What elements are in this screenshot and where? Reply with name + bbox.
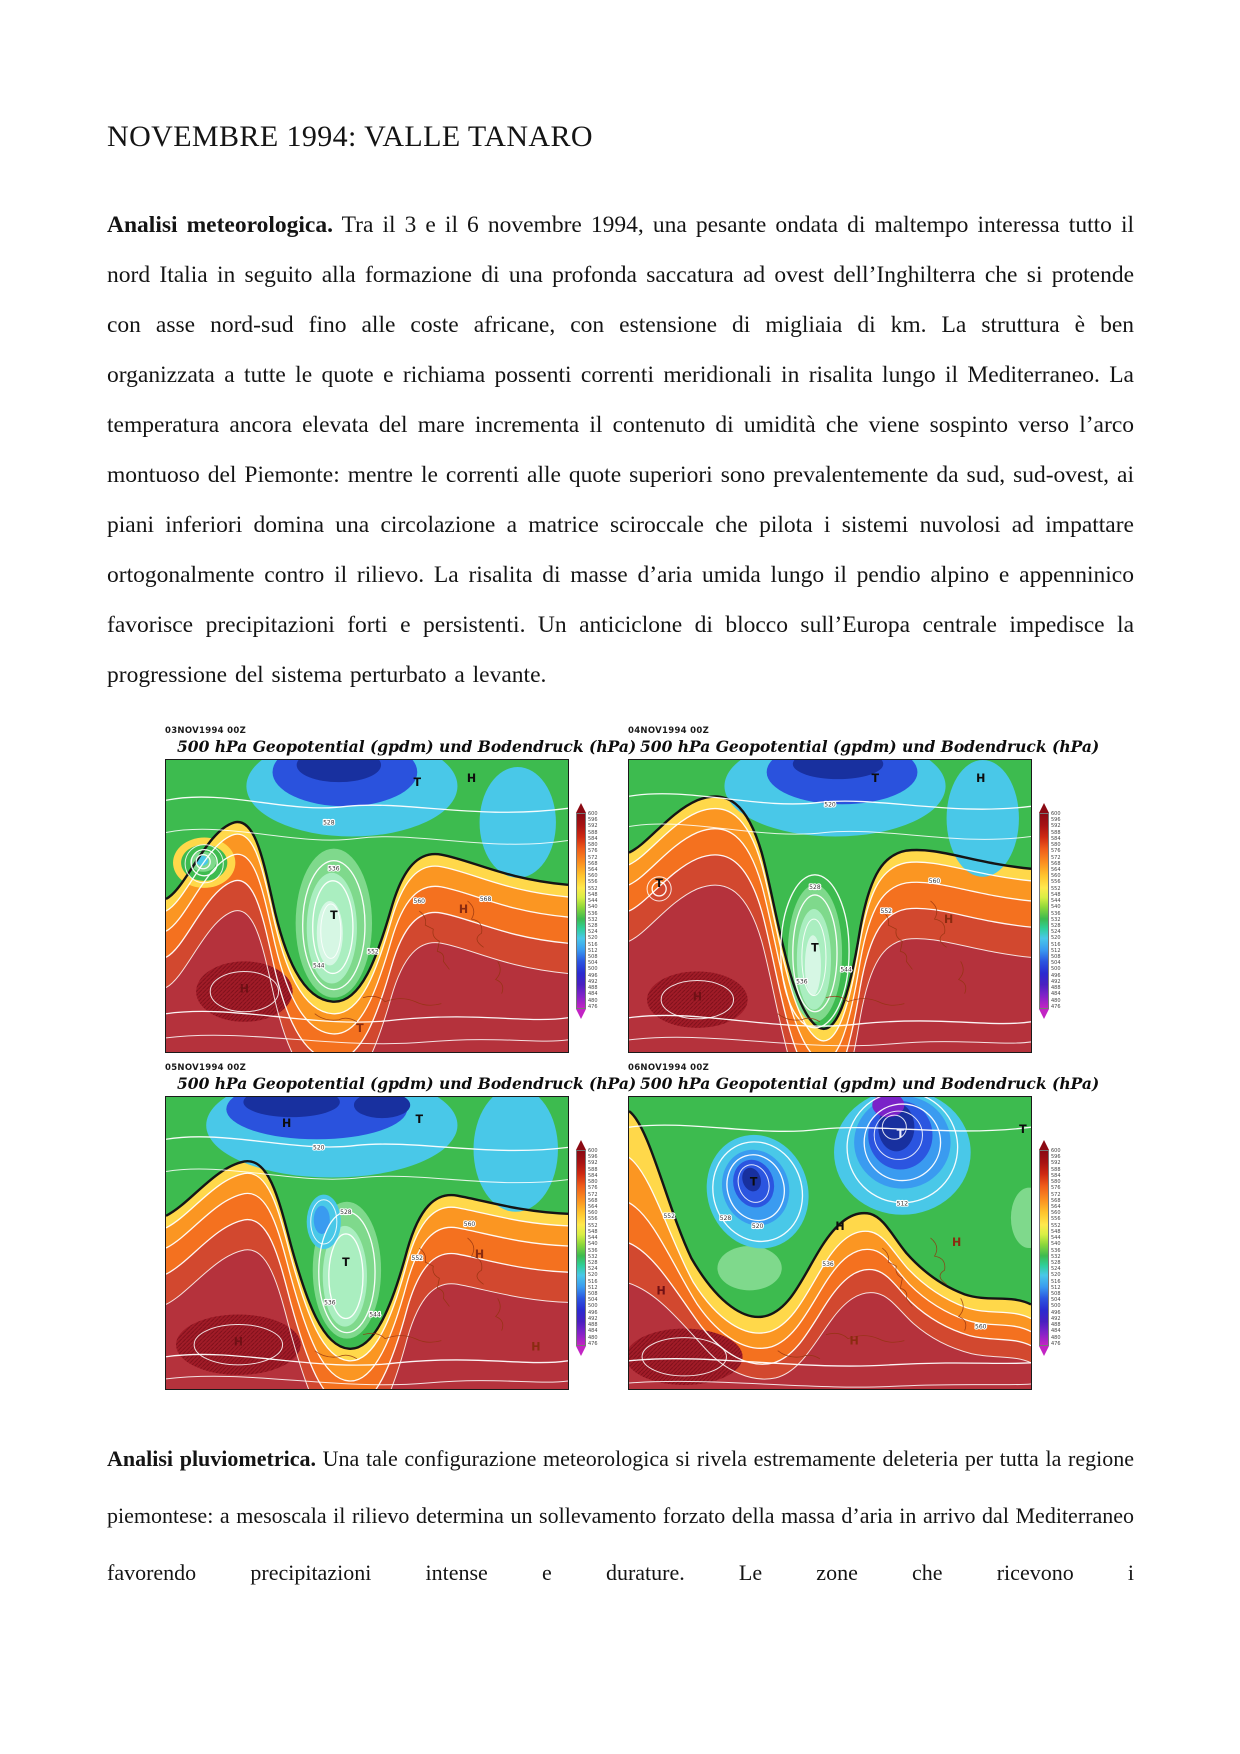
- contour-value-label: 512: [896, 1200, 909, 1208]
- colorbar-tick-label: 480: [588, 1334, 598, 1341]
- contour-value-label: 560: [463, 1220, 476, 1228]
- colorbar-tick-label: 564: [588, 866, 598, 873]
- colorbar-tick-label: 580: [588, 842, 598, 849]
- colorbar-tick-label: 536: [1051, 910, 1061, 917]
- colorbar-tick-label: 512: [1051, 1284, 1061, 1291]
- colorbar-tick-label: 576: [1051, 848, 1061, 855]
- colorbar-tick-label: 496: [1051, 972, 1061, 979]
- map-timestamp: 04NOV1994 00Z: [628, 726, 710, 736]
- colorbar-tick-label: 600: [1051, 811, 1061, 817]
- pressure-center-label: H: [531, 1340, 541, 1354]
- geopotential-map-chart: [165, 759, 569, 1053]
- colorbar-tick-label: 504: [588, 1297, 598, 1304]
- pressure-center-label: H: [835, 1219, 845, 1233]
- pressure-center-label: T: [871, 772, 879, 786]
- colorbar-tick-label: 552: [588, 1222, 598, 1229]
- colorbar-tick-label: 556: [1051, 1216, 1061, 1223]
- colorbar-tick-label: 572: [588, 1191, 598, 1198]
- colorbar-tick-label: 548: [1051, 891, 1061, 898]
- colorbar-tick-label: 592: [588, 823, 598, 830]
- colorbar-tick-label: 512: [1051, 947, 1061, 954]
- geopotential-colorbar: [576, 1140, 598, 1356]
- contour-value-label: 552: [367, 948, 379, 956]
- colorbar-tick-label: 560: [1051, 1210, 1061, 1217]
- colorbar-tick-label: 560: [588, 873, 598, 880]
- colorbar-tick-label: 492: [588, 978, 598, 985]
- colorbar-tick-label: 500: [588, 1303, 598, 1310]
- map-row: [165, 759, 628, 1053]
- colorbar-tick-label: 544: [1051, 1235, 1061, 1242]
- colorbar-tick-label: 532: [588, 1253, 598, 1260]
- colorbar-tick-label: 584: [588, 835, 598, 842]
- colorbar-arrow-bottom: [576, 1009, 586, 1019]
- colorbar-tick-label: 564: [1051, 866, 1061, 873]
- colorbar-tick-label: 568: [1051, 860, 1061, 867]
- pressure-center-label: H: [976, 772, 986, 786]
- contour-value-label: 544: [840, 966, 852, 974]
- colorbar-tick-label: 540: [588, 904, 598, 911]
- pressure-center-label: H: [849, 1334, 859, 1348]
- map-row: [628, 1096, 1091, 1390]
- colorbar-tick-label: 488: [588, 985, 598, 992]
- pressure-center-label: H: [952, 1236, 962, 1250]
- colorbar-labels: [1051, 812, 1061, 1010]
- colorbar-tick-label: 580: [588, 1179, 598, 1186]
- contour-value-label: 536: [822, 1261, 834, 1269]
- colorbar-tick-label: 560: [1051, 873, 1061, 880]
- paragraph-lead-bold: Analisi meteorologica.: [107, 212, 333, 238]
- colorbar-tick-label: 520: [1051, 1272, 1061, 1279]
- colorbar-tick-label: 580: [1051, 1179, 1061, 1186]
- colorbar-tick-label: 496: [1051, 1309, 1061, 1316]
- colorbar-body: [576, 813, 586, 1009]
- colorbar-tick-label: 480: [1051, 997, 1061, 1004]
- colorbar-arrow-bottom: [1039, 1346, 1049, 1356]
- colorbar-tick-label: 540: [1051, 1241, 1061, 1248]
- colorbar-tick-label: 568: [588, 1197, 598, 1204]
- colorbar-tick-label: 588: [1051, 1166, 1061, 1173]
- colorbar-tick-label: 508: [1051, 954, 1061, 961]
- contour-value-label: 528: [323, 819, 335, 827]
- colorbar-tick-label: 520: [588, 935, 598, 942]
- colorbar-tick-label: 540: [1051, 904, 1061, 911]
- colorbar-tick-label: 588: [588, 829, 598, 836]
- colorbar-gradient: [576, 1140, 586, 1356]
- map-timestamp: 03NOV1994 00Z: [165, 726, 247, 736]
- colorbar-gradient: [1039, 1140, 1049, 1356]
- pressure-center-label: H: [474, 1248, 485, 1262]
- paragraph-body-text: Una tale configurazione meteorologica si rivela estremamente deleteria per tutta la regione piemontese: a mesoscala il rilievo determina un sollevamento forzato della massa d’aria in arrivo dal Mediterraneo favorendo precipitazioni intense e durature. Le zone che ricevono i: [107, 1446, 1134, 1585]
- contour-value-label: 536: [324, 1299, 336, 1307]
- colorbar-tick-label: 476: [1051, 1340, 1061, 1347]
- colorbar-tick-label: 508: [588, 1291, 598, 1298]
- geopotential-map-chart: [165, 1096, 569, 1390]
- colorbar-tick-label: 532: [588, 916, 598, 923]
- weather-map-cell-04nov: [628, 726, 1100, 1053]
- contour-value-label: 520: [751, 1222, 764, 1230]
- colorbar-tick-label: 536: [588, 910, 598, 917]
- weather-maps-grid: [165, 726, 1134, 1390]
- pressure-center-label: T: [749, 1175, 758, 1189]
- color-field: [166, 1096, 568, 1390]
- colorbar-tick-label: 544: [1051, 898, 1061, 905]
- contour-value-label: 528: [809, 883, 821, 891]
- paragraph-lead-bold: Analisi pluviometrica.: [107, 1446, 316, 1471]
- colorbar-tick-label: 504: [1051, 960, 1061, 967]
- colorbar-tick-label: 500: [1051, 1303, 1061, 1310]
- colorbar-labels: [588, 812, 598, 1010]
- pressure-center-label: T: [413, 776, 422, 790]
- colorbar-tick-label: 524: [588, 929, 598, 936]
- contour-value-label: 544: [369, 1311, 381, 1319]
- contour-value-label: 520: [313, 1144, 325, 1152]
- colorbar-tick-label: 552: [588, 885, 598, 892]
- colorbar-tick-label: 544: [588, 898, 598, 905]
- pressure-center-label: H: [656, 1284, 666, 1298]
- colorbar-labels: [588, 1149, 598, 1347]
- colorbar-tick-label: 576: [1051, 1185, 1061, 1192]
- colorbar-tick-label: 512: [588, 947, 598, 954]
- colorbar-tick-label: 600: [588, 1148, 598, 1154]
- colorbar-tick-label: 520: [588, 1272, 598, 1279]
- colorbar-tick-label: 572: [588, 854, 598, 861]
- contour-value-label: 568: [479, 895, 492, 903]
- colorbar-body: [1039, 813, 1049, 1009]
- colorbar-tick-label: 536: [1051, 1247, 1061, 1254]
- colorbar-tick-label: 504: [1051, 1297, 1061, 1304]
- colorbar-tick-label: 500: [588, 966, 598, 973]
- map-title: 500 hPa Geopotential (gpdm) und Bodendruck (hPa): [177, 1074, 637, 1093]
- contour-value-label: 520: [824, 801, 836, 809]
- colorbar-tick-label: 500: [1051, 966, 1061, 973]
- contour-value-label: 536: [796, 978, 808, 986]
- geopotential-map-chart: [628, 759, 1032, 1053]
- color-field: [628, 1096, 1032, 1389]
- contour-value-label: 552: [411, 1255, 423, 1263]
- colorbar-tick-label: 548: [588, 891, 598, 898]
- geopotential-colorbar: [576, 803, 598, 1019]
- pressure-center-label: T: [342, 1256, 350, 1270]
- map-row: [165, 1096, 628, 1390]
- map-title: 500 hPa Geopotential (gpdm) und Bodendruck (hPa): [177, 737, 637, 756]
- colorbar-tick-label: 548: [588, 1228, 598, 1235]
- colorbar-tick-label: 484: [1051, 1328, 1061, 1335]
- paragraph-analisi-pluviometrica: [107, 1430, 1134, 1601]
- contour-value-label: 560: [975, 1323, 987, 1331]
- colorbar-tick-label: 476: [588, 1003, 598, 1010]
- colorbar-tick-label: 528: [1051, 922, 1061, 929]
- colorbar-tick-label: 484: [1051, 991, 1061, 998]
- colorbar-tick-label: 480: [1051, 1334, 1061, 1341]
- colorbar-tick-label: 552: [1051, 885, 1061, 892]
- contour-value-label: 552: [880, 908, 893, 916]
- colorbar-tick-label: 528: [588, 1259, 598, 1266]
- colorbar-body: [576, 1150, 586, 1346]
- colorbar-tick-label: 600: [588, 811, 598, 817]
- paragraph-body-text: Tra il 3 e il 6 novembre 1994, una pesante ondata di maltempo interessa tutto il nord Italia in seguito alla formazione di una profonda saccatura ad ovest dell’Inghilterra che si protende con asse nord-sud fino alle coste africane, con estensione di migliaia di km. La struttura è ben organizzata a tutte le quote e richiama possenti correnti meridionali in risalita lungo il Mediterraneo. La temperatura ancora elevata del mare incrementa il contenuto di umidità che viene sospinto verso l’arco montuoso del Piemonte: mentre le correnti alle quote superiori sono prevalentemente da sud, sud-ovest, ai piani inferiori domina una circolazione a matrice sciroccale che pilota i sistemi nuvolosi ad impattare ortogonalmente contro il rilievo. La risalita di masse d’aria umida lungo il pendio alpino e appenninico favorisce precipitazioni forti e persistenti. Un anticiclone di blocco sull’Europa centrale impedisce la progressione del sistema perturbato a levante.: [107, 212, 1135, 688]
- contour-value-label: 536: [328, 865, 340, 873]
- colorbar-tick-label: 492: [1051, 978, 1061, 985]
- map-timestamp: 05NOV1994 00Z: [165, 1063, 247, 1073]
- colorbar-tick-label: 512: [588, 1284, 598, 1291]
- colorbar-arrow-top: [1039, 1140, 1049, 1150]
- colorbar-tick-label: 596: [1051, 1154, 1061, 1161]
- colorbar-tick-label: 592: [1051, 823, 1061, 830]
- colorbar-arrow-bottom: [576, 1346, 586, 1356]
- pressure-center-label: H: [281, 1117, 292, 1131]
- colorbar-tick-label: 580: [1051, 842, 1061, 849]
- colorbar-tick-label: 572: [1051, 1191, 1061, 1198]
- colorbar-tick-label: 484: [588, 991, 598, 998]
- pressure-center-label: T: [1019, 1123, 1027, 1137]
- weather-map-cell-03nov: [165, 726, 637, 1053]
- colorbar-tick-label: 496: [588, 1309, 598, 1316]
- map-row: [628, 759, 1091, 1053]
- colorbar-tick-label: 488: [1051, 1322, 1061, 1329]
- colorbar-tick-label: 480: [588, 997, 598, 1004]
- colorbar-tick-label: 536: [588, 1247, 598, 1254]
- pressure-center-label: H: [458, 903, 469, 917]
- colorbar-tick-label: 556: [1051, 879, 1061, 886]
- colorbar-tick-label: 496: [588, 972, 598, 979]
- weather-map-cell-05nov: [165, 1063, 637, 1390]
- colorbar-tick-label: 584: [1051, 835, 1061, 842]
- map-timestamp: 06NOV1994 00Z: [628, 1063, 710, 1073]
- colorbar-tick-label: 544: [588, 1235, 598, 1242]
- colorbar-tick-label: 476: [1051, 1003, 1061, 1010]
- contour-value-label: 560: [413, 897, 425, 905]
- colorbar-tick-label: 516: [1051, 941, 1061, 948]
- colorbar-tick-label: 568: [588, 860, 598, 867]
- geopotential-colorbar: [1039, 1140, 1061, 1356]
- colorbar-tick-label: 516: [588, 941, 598, 948]
- colorbar-tick-label: 524: [588, 1266, 598, 1273]
- map-title: 500 hPa Geopotential (gpdm) und Bodendruck (hPa): [640, 1074, 1100, 1093]
- colorbar-labels: [1051, 1149, 1061, 1347]
- pressure-center-label: T: [811, 941, 819, 955]
- colorbar-tick-label: 540: [588, 1241, 598, 1248]
- colorbar-tick-label: 484: [588, 1328, 598, 1335]
- colorbar-tick-label: 556: [588, 879, 598, 886]
- colorbar-tick-label: 600: [1051, 1148, 1061, 1154]
- pressure-center-label: T: [356, 1021, 364, 1035]
- contour-value-label: 528: [719, 1214, 732, 1222]
- colorbar-tick-label: 528: [1051, 1259, 1061, 1266]
- colorbar-tick-label: 504: [588, 960, 598, 967]
- colorbar-tick-label: 524: [1051, 1266, 1061, 1273]
- colorbar-tick-label: 552: [1051, 1222, 1061, 1229]
- colorbar-body: [1039, 1150, 1049, 1346]
- pressure-center-label: T: [655, 876, 663, 890]
- colorbar-tick-label: 584: [1051, 1172, 1061, 1179]
- colorbar-tick-label: 588: [588, 1166, 598, 1173]
- colorbar-gradient: [1039, 803, 1049, 1019]
- colorbar-tick-label: 516: [1051, 1278, 1061, 1285]
- colorbar-tick-label: 492: [1051, 1315, 1061, 1322]
- colorbar-tick-label: 564: [588, 1203, 598, 1210]
- pressure-center-label: T: [896, 1127, 905, 1141]
- map-title: 500 hPa Geopotential (gpdm) und Bodendruck (hPa): [640, 737, 1100, 756]
- colorbar-tick-label: 596: [1051, 817, 1061, 824]
- colorbar-tick-label: 488: [1051, 985, 1061, 992]
- colorbar-tick-label: 564: [1051, 1203, 1061, 1210]
- colorbar-tick-label: 568: [1051, 1197, 1061, 1204]
- colorbar-tick-label: 596: [588, 817, 598, 824]
- colorbar-tick-label: 488: [588, 1322, 598, 1329]
- colorbar-arrow-top: [1039, 803, 1049, 813]
- colorbar-tick-label: 524: [1051, 929, 1061, 936]
- colorbar-tick-label: 588: [1051, 829, 1061, 836]
- pressure-center-label: H: [466, 772, 477, 786]
- colorbar-tick-label: 492: [588, 1315, 598, 1322]
- contour-value-label: 560: [928, 877, 941, 885]
- geopotential-colorbar: [1039, 803, 1061, 1019]
- weather-map-cell-06nov: [628, 1063, 1100, 1390]
- colorbar-arrow-top: [576, 803, 586, 813]
- colorbar-tick-label: 532: [1051, 916, 1061, 923]
- colorbar-arrow-top: [576, 1140, 586, 1150]
- paragraph-analisi-meteorologica: [107, 200, 1134, 700]
- contour-value-label: 552: [663, 1212, 675, 1220]
- colorbar-arrow-bottom: [1039, 1009, 1049, 1019]
- colorbar-tick-label: 572: [1051, 854, 1061, 861]
- colorbar-tick-label: 516: [588, 1278, 598, 1285]
- colorbar-tick-label: 548: [1051, 1228, 1061, 1235]
- colorbar-tick-label: 592: [588, 1160, 598, 1167]
- colorbar-tick-label: 520: [1051, 935, 1061, 942]
- colorbar-tick-label: 592: [1051, 1160, 1061, 1167]
- pressure-center-label: H: [233, 1335, 243, 1349]
- colorbar-tick-label: 560: [588, 1210, 598, 1217]
- colorbar-tick-label: 508: [588, 954, 598, 961]
- colorbar-tick-label: 528: [588, 922, 598, 929]
- pressure-center-label: T: [330, 909, 338, 923]
- contour-value-label: 544: [313, 962, 325, 970]
- pressure-center-label: H: [239, 982, 250, 996]
- colorbar-gradient: [576, 803, 586, 1019]
- colorbar-tick-label: 508: [1051, 1291, 1061, 1298]
- colorbar-tick-label: 556: [588, 1216, 598, 1223]
- geopotential-map-chart: [628, 1096, 1032, 1390]
- colorbar-tick-label: 476: [588, 1340, 598, 1347]
- pressure-center-label: T: [415, 1113, 424, 1127]
- colorbar-tick-label: 596: [588, 1154, 598, 1161]
- page-title: NOVEMBRE 1994: VALLE TANARO: [107, 120, 593, 153]
- pressure-center-label: H: [692, 990, 702, 1004]
- colorbar-tick-label: 576: [588, 848, 598, 855]
- pressure-center-label: H: [943, 913, 954, 927]
- colorbar-tick-label: 532: [1051, 1253, 1061, 1260]
- colorbar-tick-label: 576: [588, 1185, 598, 1192]
- contour-value-label: 528: [340, 1208, 352, 1216]
- colorbar-tick-label: 584: [588, 1172, 598, 1179]
